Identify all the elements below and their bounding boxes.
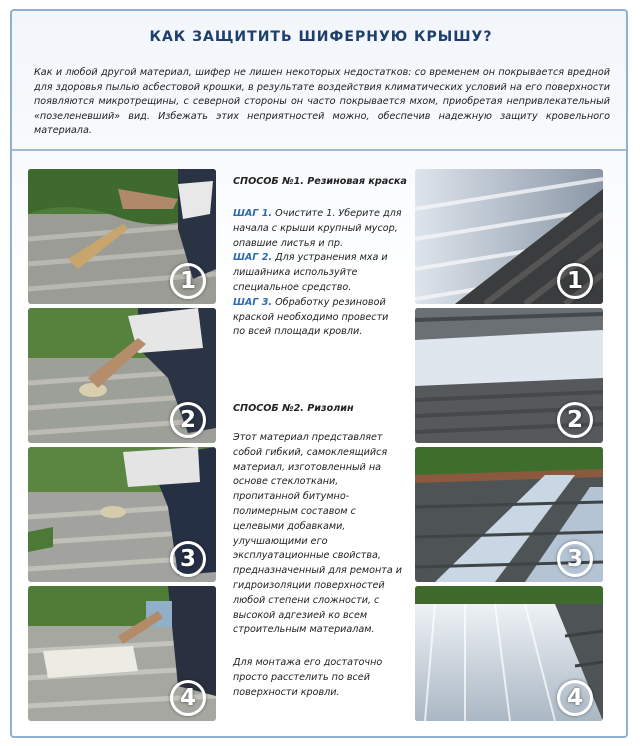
left-photo-3	[28, 447, 216, 582]
step-number-badge: 4	[170, 680, 206, 716]
method2-description: Этот материал представляет собой гибкий, самоклеящийся материал, изготовленный на основе стеклоткани, пропитанной битумно-полимерным составом с целевыми добавками, улучшающими его эксплуатационные свойства, предназначенный для ремонта и гидроизоляции поверхностей любой степени сложности, с высокой адгезией ко всем строительным материалам.	[233, 432, 402, 636]
step-number-badge: 4	[557, 680, 593, 716]
step-3-text: Обработку резиновой краской необходимо провести по всей площади кровли.	[233, 296, 389, 338]
left-photo-1	[28, 169, 216, 304]
right-photo-4	[415, 586, 603, 721]
infographic-card	[10, 9, 628, 738]
page-title: КАК ЗАЩИТИТЬ ШИФЕРНУЮ КРЫШУ?	[149, 29, 493, 45]
left-photo-4	[28, 586, 216, 721]
step-number-badge: 3	[170, 541, 206, 577]
intro-paragraph: Как и любой другой материал, шифер не лишен некоторых недостатков: со временем он покрывается вредной для здоровья пылью асбестовой крошки, в результате воздействия климатических условий на его поверхности появляются микротрещины, с северной стороны он часто покрывается мхом, приобретая непривлекательный «позеленевший» вид. Избежать этих неприятностей можно, обеспечив надежную защиту кровельного материала.	[34, 67, 610, 136]
method2-title: СПОСОБ №2. Ризолин	[233, 403, 354, 414]
step-1	[233, 207, 403, 251]
step-2	[233, 251, 403, 295]
step-1-text: Очистите 1. Уберите для начала с крыши крупный мусор, опавшие листья и пр.	[233, 208, 402, 249]
step-2-label: ШАГ 2.	[233, 252, 273, 264]
step-1-label: ШАГ 1.	[233, 208, 273, 219]
step-number-badge: 2	[557, 402, 593, 438]
step-2-text: Для устранения мха и лишайника используйте специальное средство.	[233, 252, 388, 293]
right-photo-1	[415, 169, 603, 304]
step-number-badge: 1	[557, 263, 593, 299]
method1-title: СПОСОБ №1. Резиновая краска	[233, 176, 407, 187]
right-photo-2	[415, 308, 603, 443]
step-3-label: ШАГ 3.	[233, 296, 273, 308]
step-number-badge: 2	[170, 402, 206, 438]
step-3	[233, 296, 403, 340]
method2-install-note: Для монтажа его достаточно просто расстелить по всей поверхности кровли.	[233, 657, 383, 698]
left-photo-2	[28, 308, 216, 443]
step-number-badge: 3	[557, 541, 593, 577]
step-number-badge: 1	[170, 263, 206, 299]
method1-steps	[233, 207, 403, 340]
right-photo-3	[415, 447, 603, 582]
divider	[12, 149, 626, 151]
